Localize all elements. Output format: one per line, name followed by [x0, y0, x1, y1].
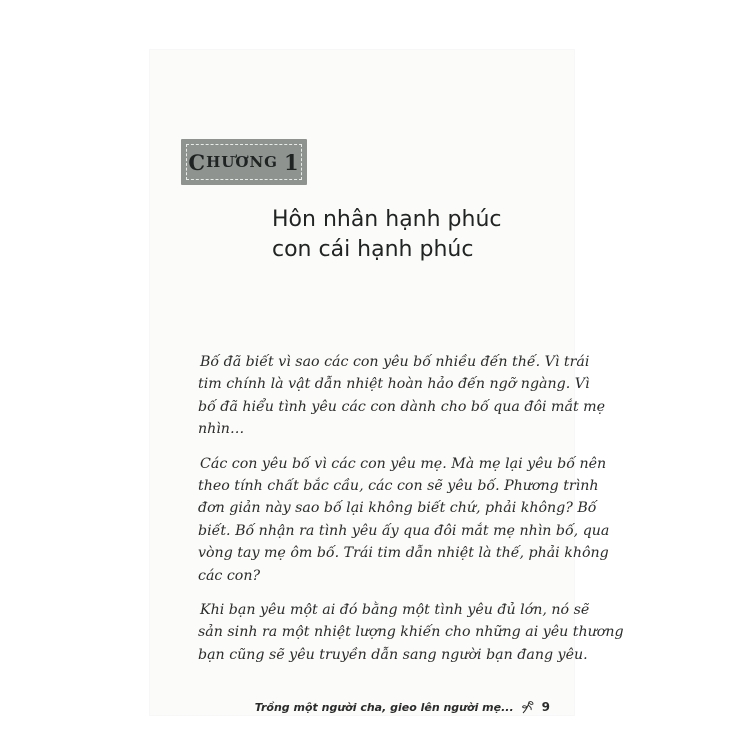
paragraph-line: biết. Bố nhận ra tình yêu ấy qua đôi mắt mẹ nhìn bố, qua: [198, 522, 610, 539]
chapter-word-rest: HƯƠNG: [206, 153, 278, 171]
chapter-title-line-1: Hôn nhân hạnh phúc: [272, 207, 502, 232]
paragraph-line: các con?: [198, 567, 261, 584]
page-number: 9: [541, 700, 550, 714]
chapter-word-initial: C: [188, 149, 207, 175]
paragraph-2: [198, 453, 610, 587]
paragraph-line: Các con yêu bố vì các con yêu mẹ. Mà mẹ lại yêu bố nên: [200, 455, 607, 472]
paragraph-3: [198, 599, 624, 666]
chapter-label: [181, 139, 307, 185]
page-footer: [254, 699, 550, 715]
paragraph-line: tim chính là vật dẫn nhiệt hoàn hảo đến ngỡ ngàng. Vì: [198, 376, 590, 393]
leaf-sprig-icon: [520, 699, 536, 715]
paragraph-line: sản sinh ra một nhiệt lượng khiến cho những ai yêu thương: [198, 624, 624, 641]
paragraph-line: bạn cũng sẽ yêu truyền dẫn sang người bạn đang yêu.: [198, 646, 588, 663]
paragraph-line: vòng tay mẹ ôm bố. Trái tim dẫn nhiệt là thế, phải không: [198, 545, 609, 562]
paragraph-line: bố đã hiểu tình yêu các con dành cho bố qua đôi mắt mẹ: [198, 398, 606, 415]
paragraph-line: Khi bạn yêu một ai đó bằng một tình yêu đủ lớn, nó sẽ: [200, 602, 590, 619]
chapter-heading: [181, 139, 307, 185]
paragraph-line: đơn giản này sao bố lại không biết chứ, phải không? Bố: [198, 500, 597, 517]
running-title: Trồng một người cha, gieo lên người mẹ...: [254, 700, 514, 714]
chapter-title: [272, 205, 572, 265]
chapter-number: 1: [283, 149, 300, 175]
paragraph-1: [198, 351, 606, 441]
body-text: [198, 351, 624, 678]
paragraph-line: Bố đã biết vì sao các con yêu bố nhiều đến thế. Vì trái: [200, 354, 590, 370]
paragraph-line: nhìn…: [198, 421, 245, 438]
paragraph-line: theo tính chất bắc cầu, các con sẽ yêu bố. Phương trình: [198, 478, 599, 495]
chapter-title-line-2: con cái hạnh phúc: [272, 237, 474, 262]
